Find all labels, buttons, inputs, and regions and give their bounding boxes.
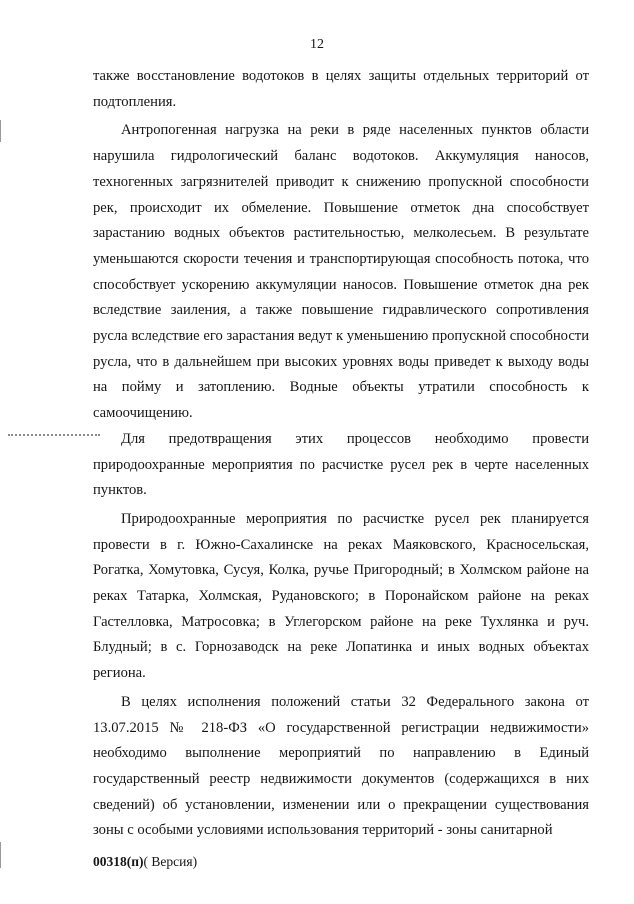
- page-number: 12: [310, 37, 324, 52]
- paragraph-prevention: Для предотвращения этих процессов необходимо провести природоохранные мероприятия по расчистке русел рек в черте населенных пунктов.: [93, 430, 589, 499]
- scan-edge-mark: [0, 842, 1, 868]
- paragraph-river-clearing: Природоохранные мероприятия по расчистке русел рек планируется провести в г. Южно-Сахалинске на реках Маяковского, Красносельская, Рогатка, Хомутовка, Сусуя, Колка, ручье Пригородный; в Холмском районе на реках Татарка, Холмская, Рудановского; в Поронайском районе на реках Гастелловка, Матросовка; в Углегорском районе на реке Тухлянка и руч. Блудный; в с. Горнозаводск на реке Лопатинка и иных водных объектах региона.: [93, 510, 589, 682]
- paragraph-anthropogenic-load: Антропогенная нагрузка на реки в ряде населенных пунктов области нарушила гидрологический баланс водотоков. Аккумуляция наносов, техногенных загрязнителей приводит к снижению пропускной способности рек, происходит их обмеление. Повышение отметок дна способствует зарастанию водных объектов растительностью, мелколесьем. В результате уменьшаются скорости течения и транспортирующая способность потока, что способствует ускорению аккумуляции наносов. Повышение отметок дна рек вследствие заиления, а также повышение гидравлического сопротивления русла вследствие его зарастания ведут к уменьшению пропускной способности русла, что в дальнейшем при высоких уровнях воды приведет к выходу воды на пойму и затоплению. Водные объекты утратили способность к самоочищению.: [93, 122, 589, 422]
- paragraph-federal-law: В целях исполнения положений статьи 32 Федерального закона от 13.07.2015 № 218-ФЗ «О государственной регистрации недвижимости» необходимо выполнение мероприятий по направлению в Единый государственный реестр недвижимости документов (содержащихся в них сведений) об установлении, изменении или о прекращении существования зоны с особыми условиями использования территорий - зоны санитарной: [93, 693, 589, 839]
- document-footer: [93, 854, 197, 870]
- scan-edge-mark: [0, 120, 1, 142]
- paragraph-continuation: также восстановление водотоков в целях защиты отдельных территорий от подтопления.: [93, 68, 589, 110]
- margin-dotted-mark: [8, 434, 100, 438]
- document-body: [93, 64, 589, 844]
- footer-version: ( Версия): [143, 854, 198, 869]
- footer-code: 00318(п): [93, 854, 144, 869]
